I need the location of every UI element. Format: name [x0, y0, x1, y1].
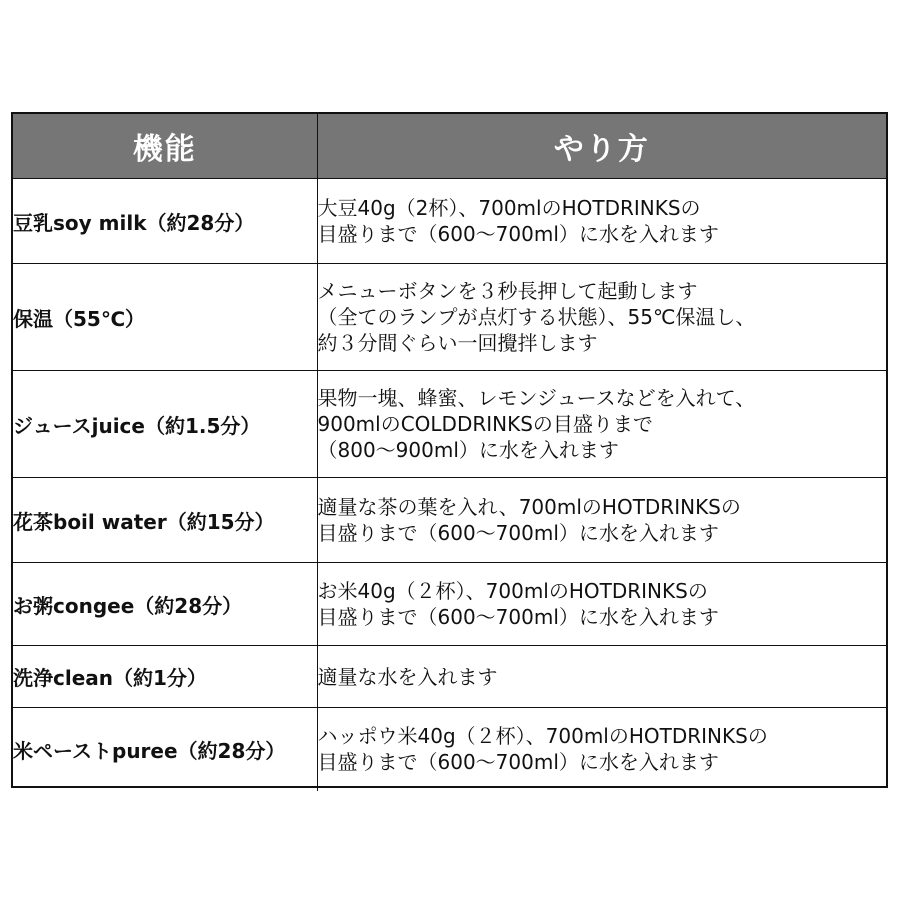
- method-cell: [317, 478, 886, 563]
- method-line: 適量な茶の葉を入れ、700mlのHOTDRINKSの: [317, 495, 741, 519]
- function-cell: 保温（55℃）: [13, 264, 317, 371]
- method-cell: [317, 264, 886, 371]
- method-line: （全てのランプが点灯する状態）、55℃保温し、: [317, 305, 756, 329]
- method-line: ハッポウ米40g（２杯）、700mlのHOTDRINKSの: [317, 724, 768, 749]
- table-row: [13, 708, 886, 791]
- function-table-frame: [11, 112, 888, 788]
- table-row: [13, 563, 886, 646]
- method-line: 大豆40g（2杯）、700mlのHOTDRINKSの: [317, 196, 701, 220]
- table-row: [13, 264, 886, 371]
- table-row: [13, 478, 886, 563]
- table-row: [13, 179, 886, 264]
- method-cell: [317, 708, 886, 791]
- method-line: メニューボタンを３秒長押して起動します: [317, 279, 698, 303]
- method-cell: [317, 179, 886, 264]
- method-line: 目盛りまで（600〜700ml）に水を入れます: [317, 750, 719, 775]
- method-line: 目盛りまで（600〜700ml）に水を入れます: [317, 605, 719, 629]
- method-line: 目盛りまで（600〜700ml）に水を入れます: [317, 222, 719, 246]
- method-cell: [317, 371, 886, 478]
- function-cell: 豆乳soy milk（約28分）: [13, 179, 317, 264]
- function-cell: お粥congee（約28分）: [13, 563, 317, 646]
- function-cell: 米ペーストpuree（約28分）: [13, 708, 317, 791]
- function-cell: ジュースjuice（約1.5分）: [13, 371, 317, 478]
- method-line: 果物一塊、蜂蜜、レモンジュースなどを入れて、: [317, 386, 756, 410]
- function-cell: 洗浄clean（約1分）: [13, 646, 317, 708]
- table-header-row: [13, 114, 886, 179]
- header-method: やり方: [317, 114, 886, 179]
- table-row: [13, 371, 886, 478]
- function-table: [13, 114, 886, 791]
- method-line: 適量な水を入れます: [317, 664, 498, 689]
- method-line: お米40g（２杯）、700mlのHOTDRINKSの: [317, 579, 708, 603]
- method-line: 約３分間ぐらい一回攪拌します: [317, 331, 598, 355]
- header-function: 機能: [13, 114, 317, 179]
- method-line: 900mlのCOLDDRINKSの目盛りまで: [317, 412, 653, 436]
- table-row: [13, 646, 886, 708]
- function-cell: 花茶boil water（約15分）: [13, 478, 317, 563]
- method-cell: [317, 646, 886, 708]
- method-line: 目盛りまで（600〜700ml）に水を入れます: [317, 521, 719, 545]
- method-cell: [317, 563, 886, 646]
- method-line: （800〜900ml）に水を入れます: [317, 438, 619, 462]
